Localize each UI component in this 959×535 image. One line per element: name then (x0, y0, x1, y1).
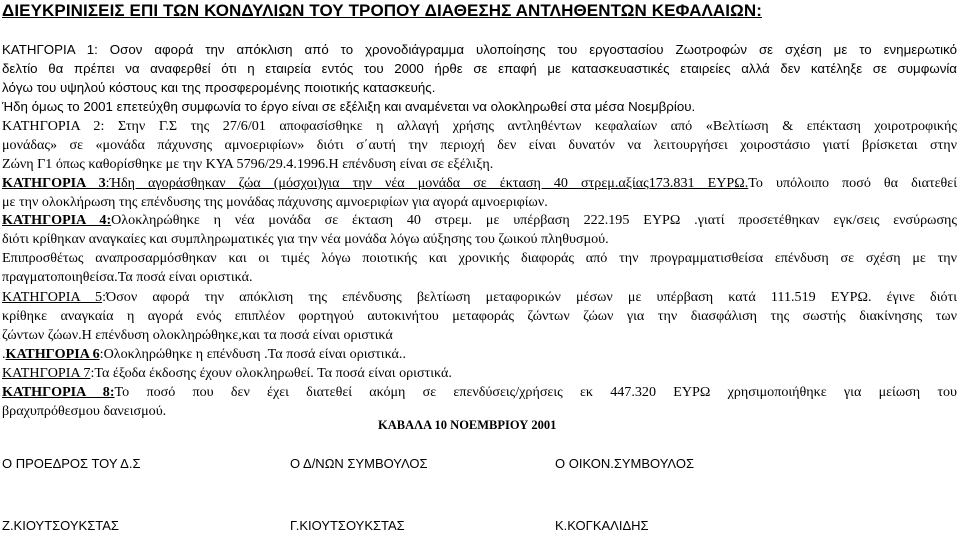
cat7-label: ΚΑΤΗΓΟΡΙΑ 7 (2, 365, 91, 381)
cat1-label: ΚΑΤΗΓΟΡΙΑ 1: (2, 42, 98, 57)
cat6-line-1: .ΚΑΤΗΓΟΡΙΑ 6:Ολοκληρώθηκε η επένδυση .Τα ποσά είναι οριστικά.. (2, 346, 406, 362)
signature-name-cfo: Κ.ΚΟΓΚΑΛΙΔΗΣ (555, 518, 649, 533)
cat4-line-1: ΚΑΤΗΓΟΡΙΑ 4:Ολοκληρώθηκε η νέα μονάδα σε έκταση 40 στρεμ. με υπέρβαση 222.195 ΕΥΡΩ .γιατί προσετέθηκαν εγκ/σεις ενσύρωσης (2, 212, 957, 228)
cat8-line-1: ΚΑΤΗΓΟΡΙΑ 8:Το ποσό που δεν έχει διατεθεί ακόμη σε επενδύσεις/χρήσεις εκ 447.320 ΕΥΡΩ χρησιμοποιήθηκε για μείωση του (2, 384, 958, 400)
document-title: ΔΙΕΥΚΡΙΝΙΣΕΙΣ ΕΠΙ ΤΩΝ ΚΟΝΔΥΛΙΩΝ ΤΟΥ ΤΡΟΠΟΥ ΔΙΑΘΕΣΗΣ ΑΝΤΛΗΘΕΝΤΩΝ ΚΕΦΑΛΑΙΩΝ: (2, 1, 762, 20)
cat5-label: ΚΑΤΗΓΟΡΙΑ 5 (2, 289, 103, 305)
cat6-label: ΚΑΤΗΓΟΡΙΑ 6 (5, 346, 100, 362)
signature-name-ceo: Γ.ΚΙΟΥΤΣΟΥΚΣΤΑΣ (290, 518, 405, 533)
cat4-label: ΚΑΤΗΓΟΡΙΑ 4: (2, 212, 112, 228)
cat5-line-2: κρίθηκε αναγκαία η αγορά ενός επιπλέον φορτηγού αυτοκινήτου μεταφοράς ζώντων ζώων για την διασφάλιση της σωστής διακίνησης των (2, 308, 957, 324)
cat2-line-1: ΚΑΤΗΓΟΡΙΑ 2: Στην Γ.Σ της 27/6/01 αποφασίσθηκε η αλλαγή χρήσης αντληθέντων κεφαλαίων από «Βελτίωση & επέκταση χοιροτροφικής (2, 118, 957, 134)
cat8-line-2: βραχυπρόθεσμου δανεισμού. (2, 403, 167, 419)
signature-title-ceo: Ο Δ/ΝΩΝ ΣΥΜΒΟΥΛΟΣ (290, 456, 428, 471)
cat3-label: ΚΑΤΗΓΟΡΙΑ 3 (2, 175, 106, 191)
cat4-line-2: διότι κρίθηκαν αναγκαίες και συμπληρωματικές για την νέα μονάδα λόγω αύξησης του ζωικού πληθυσμού. (2, 231, 609, 247)
cat5-line-1: ΚΑΤΗΓΟΡΙΑ 5:Όσον αφορά την απόκλιση της επένδυσης βελτίωση μεταφορικών μέσων με υπέρβαση κατά 111.519 ΕΥΡΩ. έγινε διότι (2, 289, 957, 305)
cat2-line-3: Ζώνη Γ1 όπως καθορίσθηκε με την ΚΥΑ 5796/29.4.1996.Η επένδυση είναι σε εξέλιξη. (2, 156, 494, 172)
cat7-line-1: ΚΑΤΗΓΟΡΙΑ 7:Τα έξοδα έκδοσης έχουν ολοκληρωθεί. Τα ποσά είναι οριστικά. (2, 365, 452, 381)
signature-title-president: Ο ΠΡΟΕΔΡΟΣ ΤΟΥ Δ.Σ (2, 456, 141, 471)
signature-name-president: Ζ.ΚΙΟΥΤΣΟΥΚΣΤΑΣ (2, 518, 119, 533)
cat4-line-3: Επιπροσθέτως αναπροσαρμόσθηκαν και οι τιμές λόγω ποιοτικής και χρονικής διαφοράς από την προγραμματισθείσα επένδυση σε σχέση με την (2, 250, 957, 266)
cat3-line-2: με την ολοκλήρωση της επένδυσης της μονάδας πάχυνσης αμνοεριφίων για αγορά αμνοεριφίων. (2, 194, 548, 210)
signature-title-cfo: Ο ΟΙΚΟΝ.ΣΥΜΒΟΥΛΟΣ (555, 456, 694, 471)
cat1-line-1: ΚΑΤΗΓΟΡΙΑ 1: Οσον αφορά την απόκλιση από το χρονοδιάγραμμα υλοποίησης του εργοστασίου Ζωοτροφών σε σχέση με το ενημερωτικό (2, 42, 958, 57)
cat1-line-2: δελτίο θα πρέπει να αναφερθεί ότι η εταιρεία εντός του 2000 ήρθε σε επαφή με κατασκευαστικές εταιρείες αλλά δεν κατέληξε σε συμφωνία (2, 61, 957, 76)
cat2-label: ΚΑΤΗΓΟΡΙΑ 2 (2, 118, 101, 134)
cat1-line-4: Ήδη όμως το 2001 επετεύχθη συμφωνία το έργο είναι σε εξέλιξη και αναμένεται να ολοκληρωθεί στα μέσα Νοεμβρίου. (2, 99, 696, 114)
cat4-line-4: πραγματοποιηθείσα.Τα ποσά είναι οριστικά. (2, 269, 253, 285)
cat5-line-3: ζώντων ζώων.Η επένδυση ολοκληρώθηκε,και τα ποσά είναι οριστικά (2, 327, 393, 343)
cat2-line-2: μονάδας» σε «μονάδα πάχυνσης αμνοεριφίων» διότι σ΄αυτή την περιοχή δεν είναι δυνατόν να λειτουργήσει χοιροστάσιο γιατί βρίσκεται στην (2, 137, 957, 153)
place-date: ΚΑΒΑΛΑ 10 ΝΟΕΜΒΡΙΟΥ 2001 (378, 418, 557, 432)
cat1-line-3: λόγω του υψηλού κόστους και της προσφερομένης ποιοτικής κατασκευής. (2, 80, 436, 95)
cat8-label: ΚΑΤΗΓΟΡΙΑ 8: (2, 384, 115, 400)
cat3-line-1: ΚΑΤΗΓΟΡΙΑ 3:Ήδη αγοράσθηκαν ζώα (μόσχοι)για την νέα μονάδα σε έκταση 40 στρεμ.αξίας173.831 ΕΥΡΩ.Το υπόλοιπο ποσό θα διατεθεί (2, 175, 957, 191)
